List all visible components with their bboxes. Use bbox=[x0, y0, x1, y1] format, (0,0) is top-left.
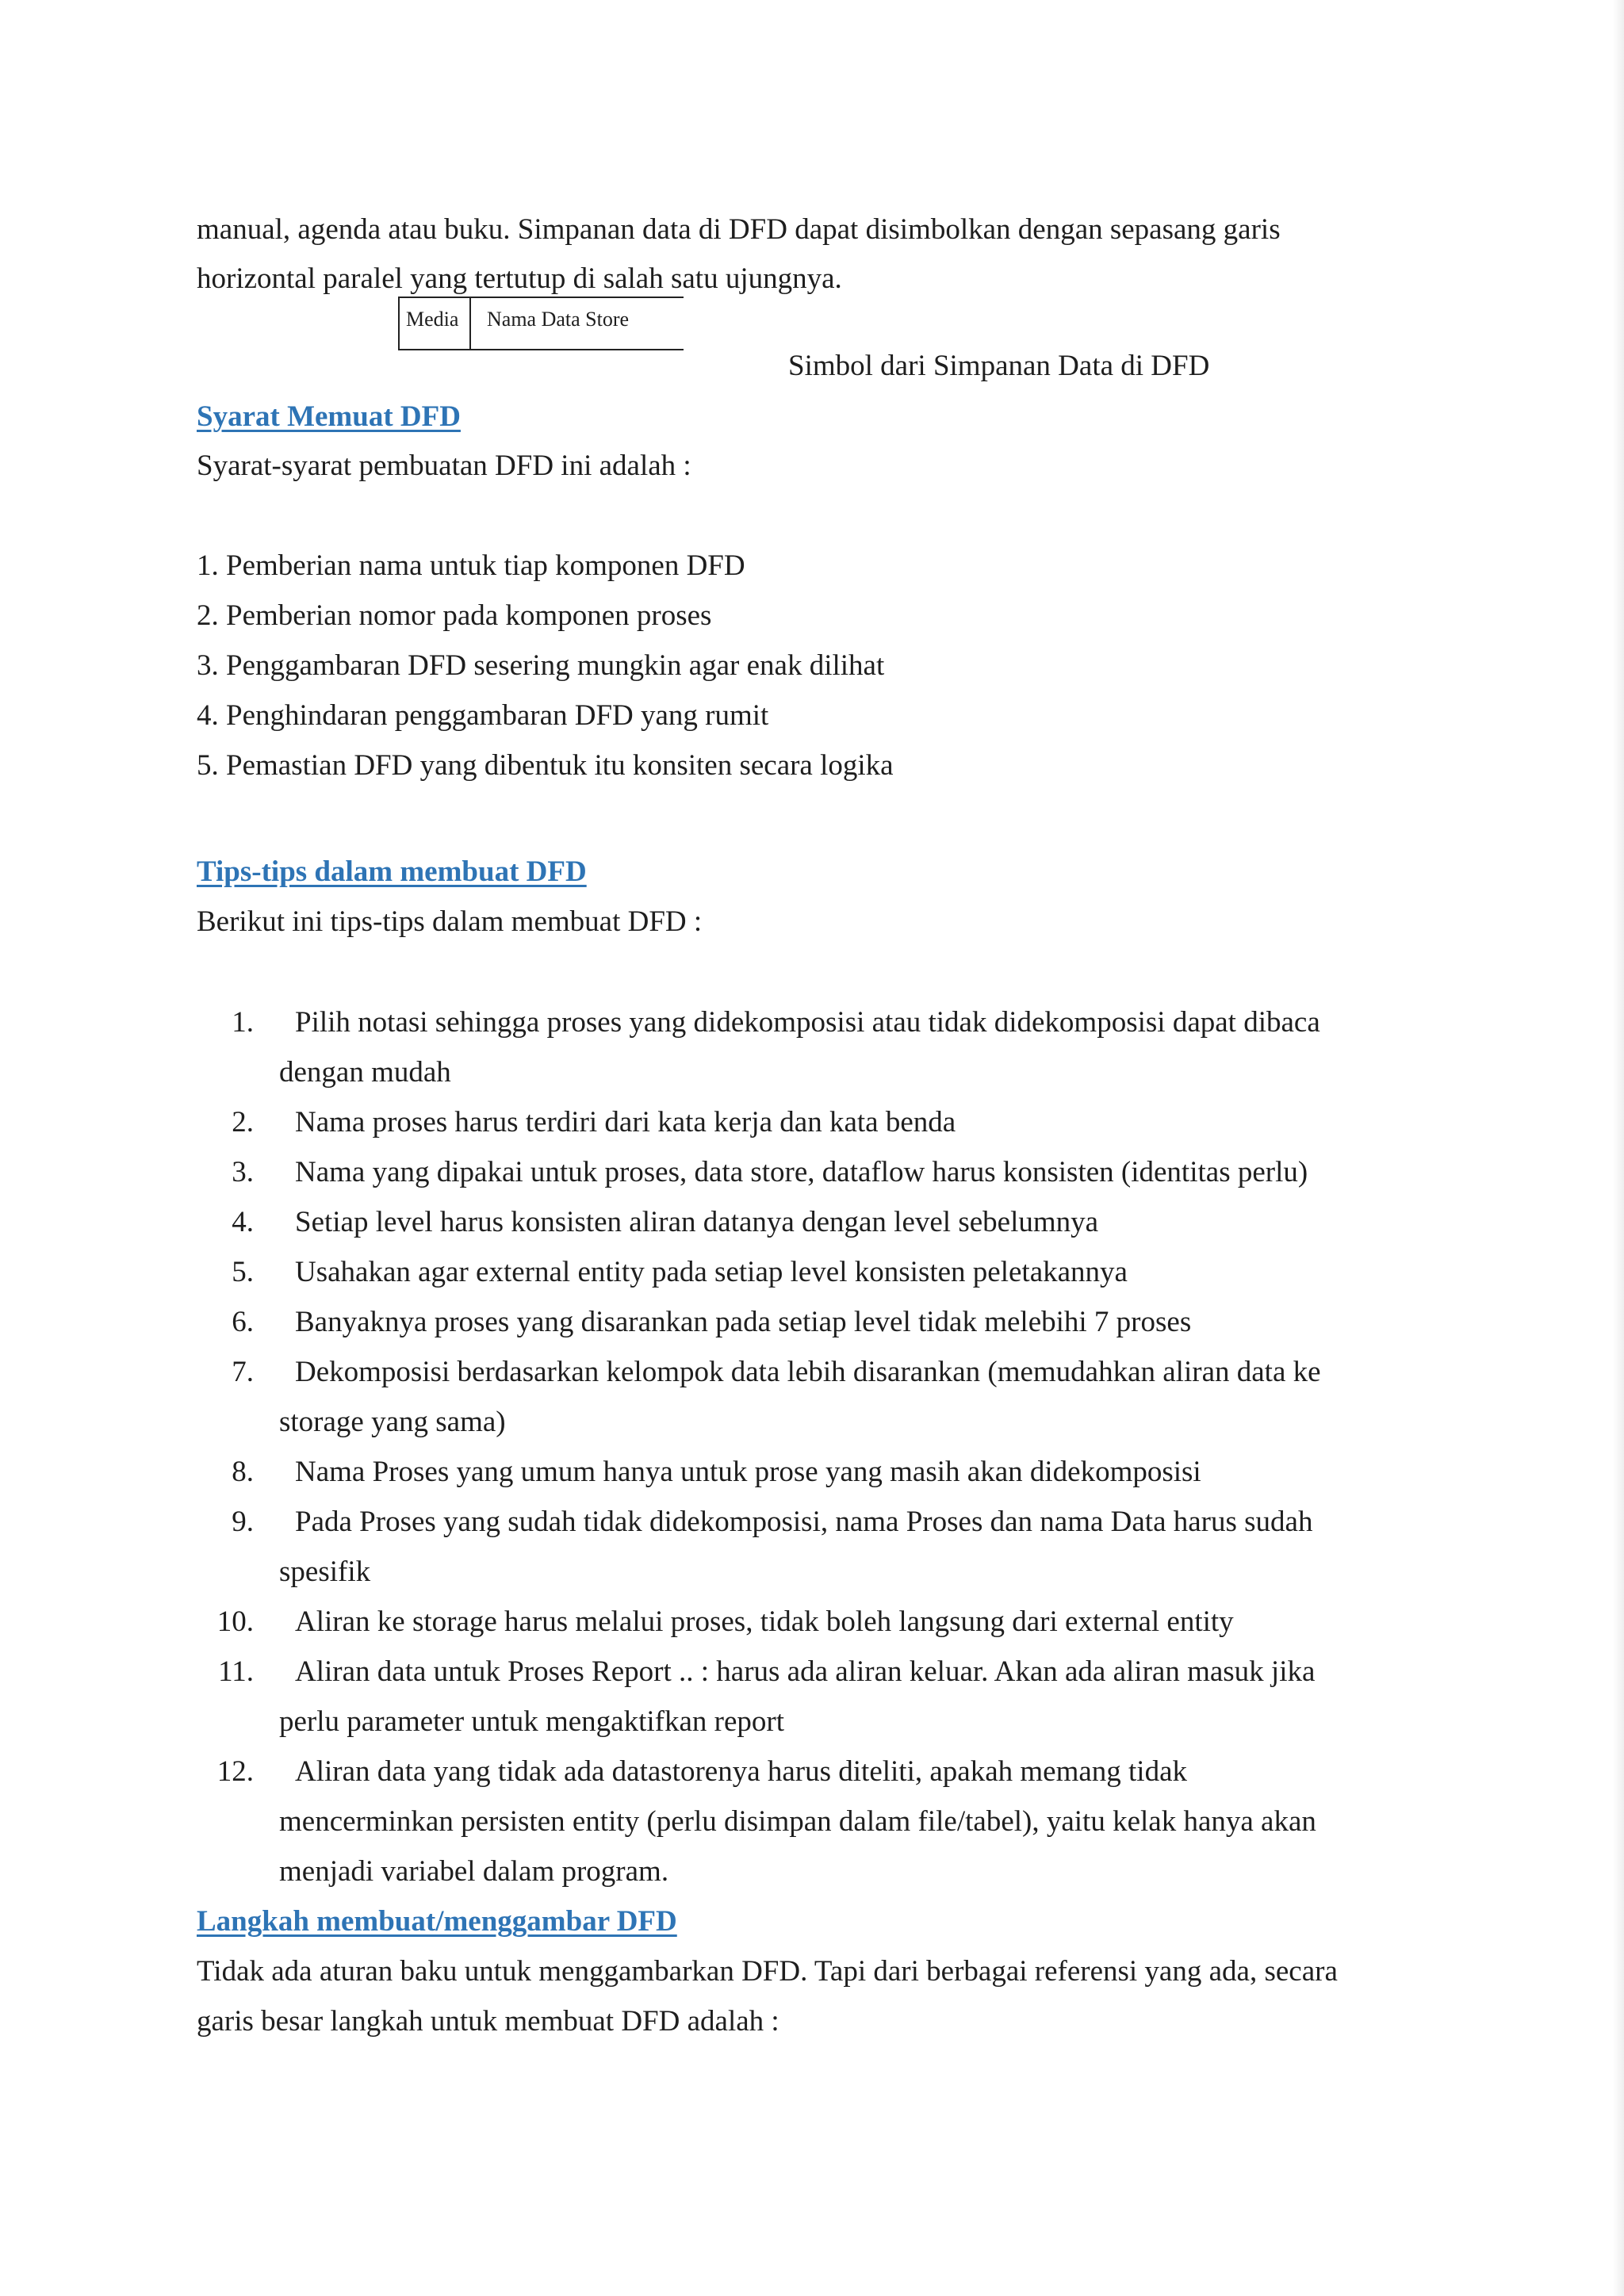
tips-item-number: 2. bbox=[232, 1106, 254, 1138]
intro-line-1: manual, agenda atau buku. Simpanan data di DFD dapat disimbolkan dengan sepasang garis bbox=[197, 213, 1281, 246]
tips-item-text: Banyaknya proses yang disarankan pada setiap level tidak melebihi 7 proses bbox=[295, 1306, 1192, 1338]
data-store-divider-line bbox=[469, 297, 471, 350]
data-store-symbol bbox=[398, 297, 684, 350]
syarat-item: 4. Penghindaran penggambaran DFD yang rumit bbox=[197, 699, 769, 732]
tips-item-text: Nama proses harus terdiri dari kata kerja dan kata benda bbox=[295, 1106, 956, 1138]
syarat-intro: Syarat-syarat pembuatan DFD ini adalah : bbox=[197, 450, 691, 482]
langkah-heading: Langkah membuat/menggambar DFD bbox=[197, 1905, 677, 1938]
tips-heading: Tips-tips dalam membuat DFD bbox=[197, 855, 587, 888]
data-store-left-line bbox=[398, 297, 400, 350]
tips-item-number: 3. bbox=[232, 1156, 254, 1188]
syarat-item: 1. Pemberian nama untuk tiap komponen DFD bbox=[197, 549, 745, 582]
syarat-item: 3. Penggambaran DFD sesering mungkin agar enak dilihat bbox=[197, 649, 885, 682]
tips-item-continuation: perlu parameter untuk mengaktifkan report bbox=[279, 1705, 784, 1738]
data-store-bottom-line bbox=[398, 349, 684, 350]
tips-item-text: Pada Proses yang sudah tidak didekomposisi, nama Proses dan nama Data harus sudah bbox=[295, 1506, 1313, 1538]
page-edge-shadow bbox=[1613, 0, 1624, 2296]
tips-item-text: Nama yang dipakai untuk proses, data store, dataflow harus konsisten (identitas perlu) bbox=[295, 1156, 1308, 1188]
syarat-item: 2. Pemberian nomor pada komponen proses bbox=[197, 599, 712, 632]
tips-item-continuation: dengan mudah bbox=[279, 1056, 451, 1089]
tips-item-continuation: storage yang sama) bbox=[279, 1406, 506, 1438]
langkah-line-2: garis besar langkah untuk membuat DFD adalah : bbox=[197, 2005, 779, 2038]
tips-intro: Berikut ini tips-tips dalam membuat DFD : bbox=[197, 905, 703, 938]
tips-item-text: Aliran ke storage harus melalui proses, tidak boleh langsung dari external entity bbox=[295, 1605, 1234, 1638]
tips-item-text: Aliran data yang tidak ada datastorenya harus diteliti, apakah memang tidak bbox=[295, 1755, 1188, 1788]
tips-item-text: Nama Proses yang umum hanya untuk prose yang masih akan didekomposisi bbox=[295, 1456, 1201, 1488]
tips-item-number: 1. bbox=[232, 1006, 254, 1039]
tips-item-continuation: menjadi variabel dalam program. bbox=[279, 1855, 669, 1888]
tips-item-text: Setiap level harus konsisten aliran datanya dengan level sebelumnya bbox=[295, 1206, 1099, 1238]
tips-item-number: 5. bbox=[232, 1256, 254, 1288]
tips-item-text: Dekomposisi berdasarkan kelompok data lebih disarankan (memudahkan aliran data ke bbox=[295, 1356, 1321, 1388]
syarat-item: 5. Pemastian DFD yang dibentuk itu konsiten secara logika bbox=[197, 749, 894, 782]
tips-item-number: 7. bbox=[232, 1356, 254, 1388]
intro-line-2: horizontal paralel yang tertutup di salah satu ujungnya. bbox=[197, 262, 842, 295]
data-store-media-label: Media bbox=[406, 308, 459, 331]
syarat-heading: Syarat Memuat DFD bbox=[197, 400, 461, 433]
data-store-caption: Simbol dari Simpanan Data di DFD bbox=[788, 350, 1210, 382]
tips-item-number: 9. bbox=[232, 1506, 254, 1538]
tips-item-number: 8. bbox=[232, 1456, 254, 1488]
data-store-top-line bbox=[398, 297, 684, 298]
langkah-line-1: Tidak ada aturan baku untuk menggambarkan DFD. Tapi dari berbagai referensi yang ada, secara bbox=[197, 1955, 1338, 1988]
data-store-name-label: Nama Data Store bbox=[487, 308, 630, 331]
tips-item-continuation: spesifik bbox=[279, 1556, 371, 1588]
tips-item-text: Aliran data untuk Proses Report .. : harus ada aliran keluar. Akan ada aliran masuk jika bbox=[295, 1655, 1316, 1688]
tips-item-number: 12. bbox=[216, 1755, 254, 1788]
tips-item-continuation: mencerminkan persisten entity (perlu disimpan dalam file/tabel), yaitu kelak hanya akan bbox=[279, 1805, 1316, 1838]
tips-item-text: Usahakan agar external entity pada setiap level konsisten peletakannya bbox=[295, 1256, 1128, 1288]
tips-item-number: 6. bbox=[232, 1306, 254, 1338]
tips-item-number: 4. bbox=[232, 1206, 254, 1238]
tips-item-number: 11. bbox=[218, 1655, 254, 1688]
tips-item-text: Pilih notasi sehingga proses yang didekomposisi atau tidak didekomposisi dapat dibaca bbox=[295, 1006, 1320, 1039]
tips-item-number: 10. bbox=[216, 1605, 254, 1638]
